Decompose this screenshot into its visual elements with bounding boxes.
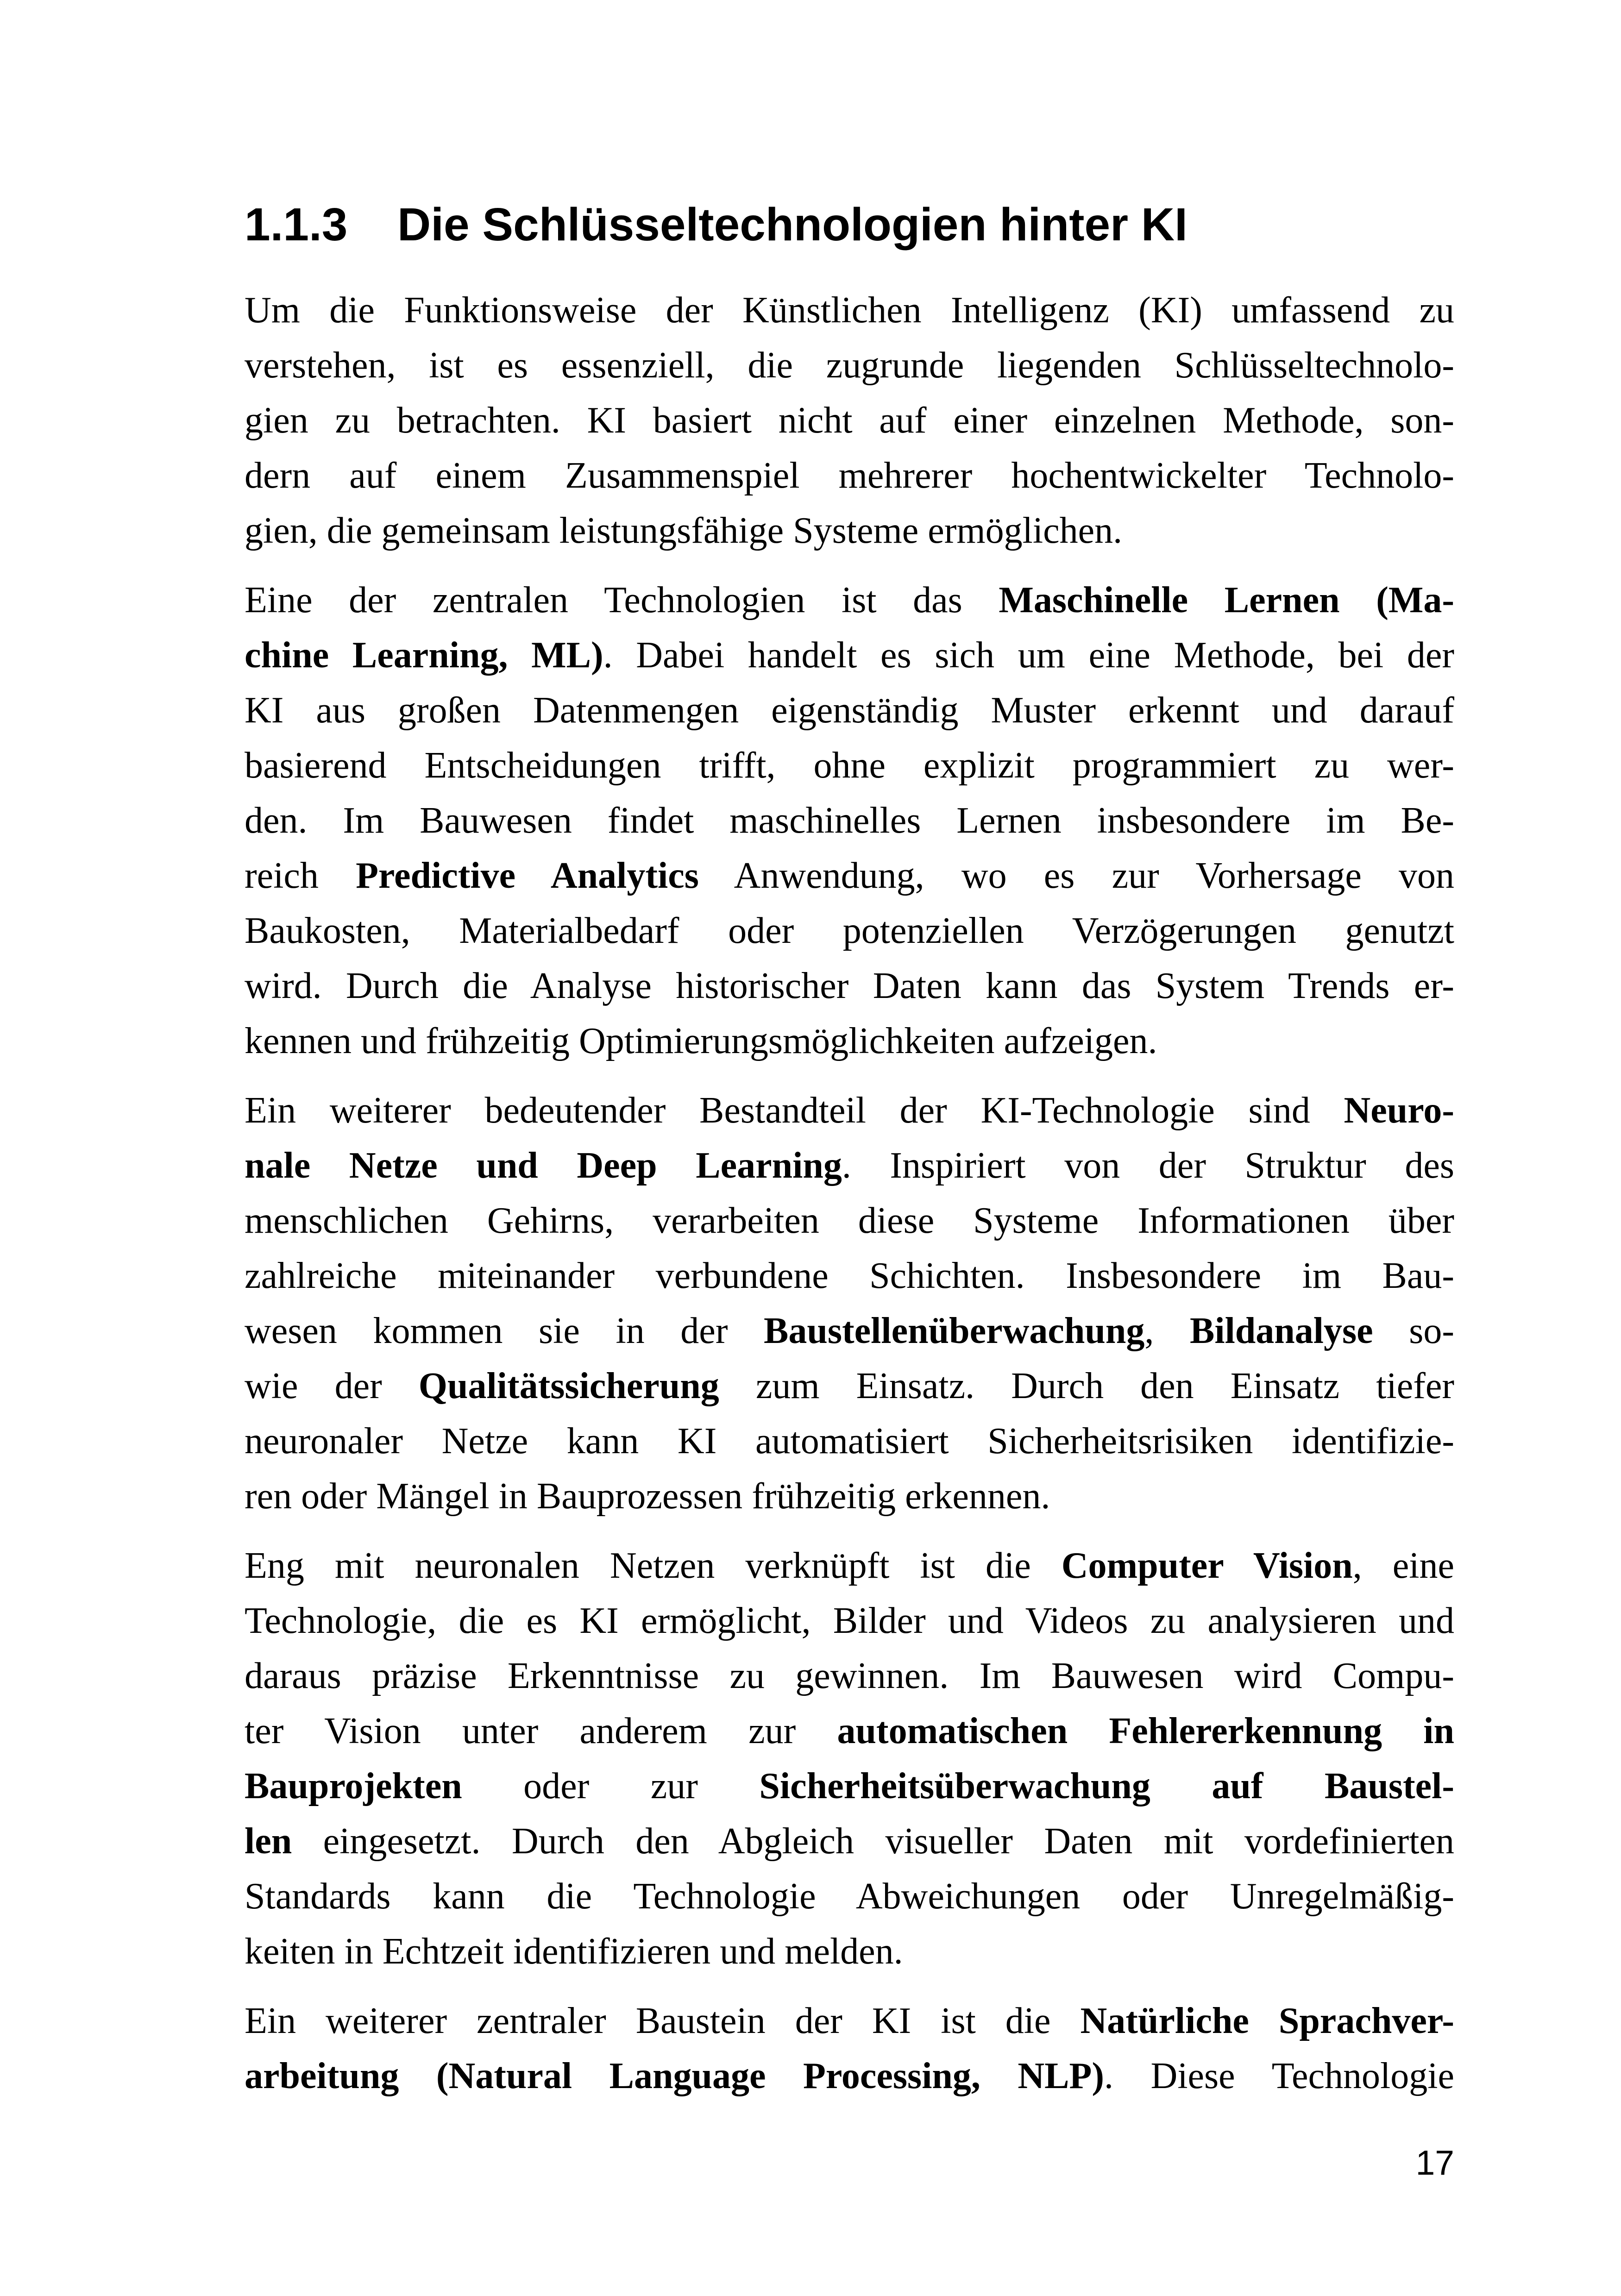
text-segment: so- [1373,1311,1455,1351]
text-segment: Eine der zentralen Technologien ist das [245,580,999,621]
text-segment: Bildanalyse [1189,1311,1373,1351]
text-line [245,393,1454,448]
paragraph [245,1083,1454,1524]
text-segment: keiten in Echtzeit identifizieren und melden. [245,1931,903,1972]
text-segment: menschlichen Gehirns, verarbeiten diese Systeme Informationen über [245,1200,1454,1241]
text-segment: automatischen Fehlererkennung in [837,1711,1454,1751]
text-line [245,903,1454,959]
text-line [245,503,1454,558]
text-segment: Bauprojekten [245,1766,462,1807]
text-segment: KI aus großen Datenmengen eigenständig Muster erkennt und darauf [245,690,1454,731]
text-line [245,628,1454,683]
text-segment: Technologie, die es KI ermöglicht, Bilder und Videos zu analysieren und [245,1600,1454,1641]
text-line [245,1414,1454,1469]
text-segment: wie der [245,1366,419,1406]
text-segment: zum Einsatz. Durch den Einsatz tiefer [719,1366,1454,1406]
text-segment: dern auf einem Zusammenspiel mehrerer hochentwickelter Technolo- [245,455,1454,496]
paragraphs [245,283,1454,2104]
text-segment: Sicherheitsüberwachung auf Baustel- [759,1766,1455,1807]
text-segment: Neuro- [1344,1090,1454,1131]
text-line [245,683,1454,738]
text-line [245,1814,1454,1869]
text-segment: len [245,1821,292,1862]
text-line [245,1304,1454,1359]
text-line [245,1083,1454,1138]
text-segment: nale Netze und Deep Learning [245,1145,842,1186]
text-line [245,1759,1454,1814]
text-segment: Um die Funktionsweise der Künstlichen Intelligenz (KI) umfassend zu [245,290,1454,331]
text-line [245,793,1454,848]
text-segment: . Inspiriert von der Struktur des [842,1145,1454,1186]
section-number: 1.1.3 [245,199,348,251]
text-line [245,959,1454,1014]
text-segment: Natürliche Sprachver- [1080,2001,1455,2041]
text-line [245,283,1454,338]
text-segment: daraus präzise Erkenntnisse zu gewinnen. Im Bauwesen wird Compu- [245,1656,1454,1696]
text-segment: Eng mit neuronalen Netzen verknüpft ist die [245,1545,1062,1586]
text-segment: oder zur [462,1766,760,1807]
text-segment: reich [245,855,356,896]
text-line [245,1994,1454,2049]
text-segment: wesen kommen sie in der [245,1311,764,1351]
text-segment: Maschinelle Lernen (Ma- [999,580,1454,621]
section-heading [245,201,1454,249]
text-line [245,1538,1454,1593]
text-segment: neuronaler Netze kann KI automatisiert Sicherheitsrisiken identifizie- [245,1421,1454,1462]
text-line [245,338,1454,393]
text-line [245,1593,1454,1649]
text-segment: gien zu betrachten. KI basiert nicht auf einer einzelnen Methode, son- [245,400,1454,441]
section-title: Die Schlüsseltechnologien hinter KI [397,199,1187,251]
text-segment: Ein weiterer zentraler Baustein der KI ist die [245,2001,1081,2041]
text-line [245,848,1454,903]
text-segment: gien, die gemeinsam leistungsfähige Systeme ermöglichen. [245,510,1123,551]
text-line [245,1649,1454,1704]
text-line [245,1248,1454,1304]
text-line [245,1138,1454,1193]
text-line [245,1924,1454,1979]
text-segment: . Dabei handelt es sich um eine Methode, bei der [603,635,1455,676]
text-segment: Computer Vision [1061,1545,1353,1586]
text-segment: arbeitung (Natural Language Processing, NLP) [245,2056,1105,2096]
text-line [245,1869,1454,1924]
paragraph [245,1994,1454,2104]
text-segment: Predictive Analytics [356,855,699,896]
page-number: 17 [1415,2143,1454,2182]
text-column [0,201,1621,2180]
text-segment: Anwendung, wo es zur Vorhersage von [698,855,1455,896]
text-segment: verstehen, ist es essenziell, die zugrunde liegenden Schlüsseltechnolo- [245,345,1454,386]
text-segment: den. Im Bauwesen findet maschinelles Lernen insbesondere im Be- [245,800,1454,841]
text-line [245,738,1454,793]
text-segment: Baukosten, Materialbedarf oder potenziellen Verzögerungen genutzt [245,910,1454,951]
text-segment: Baustellenüberwachung [764,1311,1145,1351]
paragraph [245,573,1454,1069]
text-segment: basierend Entscheidungen trifft, ohne explizit programmiert zu wer- [245,745,1454,786]
text-segment: . Diese Technologie [1104,2056,1454,2096]
text-line [245,1014,1454,1069]
text-segment: kennen und frühzeitig Optimierungsmöglichkeiten aufzeigen. [245,1021,1157,1061]
text-line [245,448,1454,503]
text-line [245,1193,1454,1248]
text-segment: Qualitätssicherung [418,1366,719,1406]
text-segment: zahlreiche miteinander verbundene Schichten. Insbesondere im Bau- [245,1255,1454,1296]
text-segment: eingesetzt. Durch den Abgleich visueller Daten mit vordefinierten [292,1821,1454,1862]
text-segment: Standards kann die Technologie Abweichungen oder Unregelmäßig- [245,1876,1454,1917]
text-line [245,1704,1454,1759]
paragraph [245,1538,1454,1979]
text-segment: , [1144,1311,1190,1351]
text-segment: wird. Durch die Analyse historischer Daten kann das System Trends er- [245,966,1454,1006]
text-line [245,1469,1454,1524]
text-segment: ter Vision unter anderem zur [245,1711,837,1751]
paragraph [245,283,1454,558]
text-line [245,2049,1454,2104]
text-segment: chine Learning, ML) [245,635,603,676]
text-line [245,1359,1454,1414]
text-segment: Ein weiterer bedeutender Bestandteil der KI-Technologie sind [245,1090,1344,1131]
text-segment: ren oder Mängel in Bauprozessen frühzeitig erkennen. [245,1476,1050,1517]
text-segment: , eine [1352,1545,1455,1586]
text-line [245,573,1454,628]
